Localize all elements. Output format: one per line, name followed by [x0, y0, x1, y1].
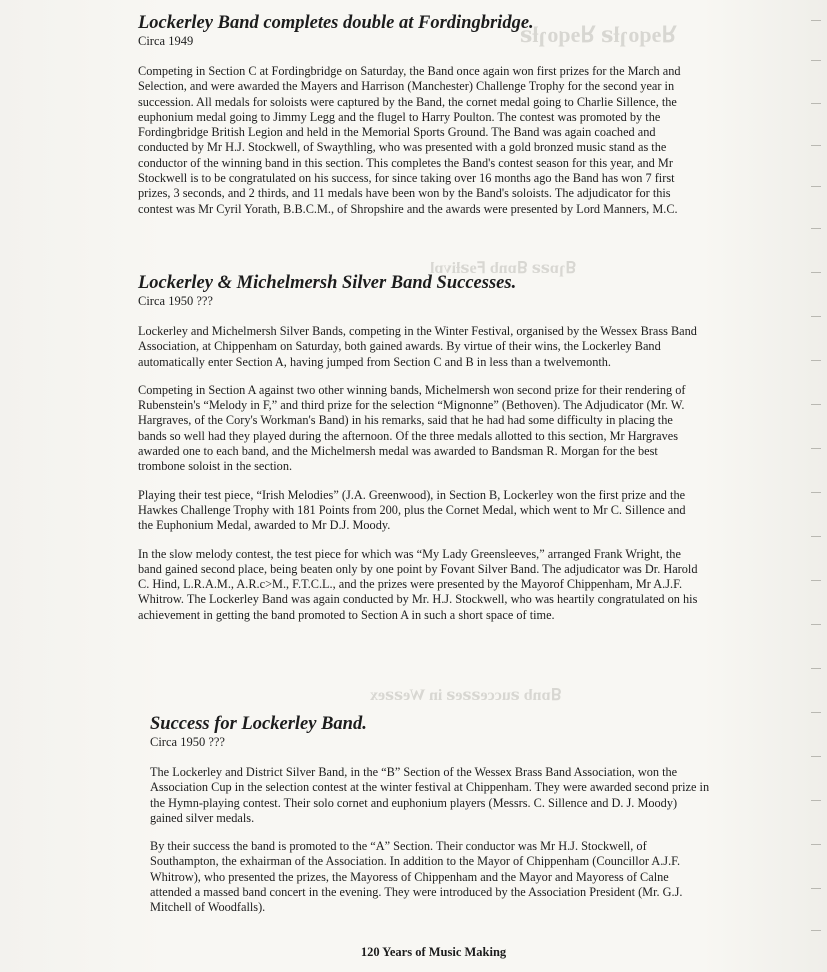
edge-tick: [811, 756, 821, 757]
article-headline: Lockerley Band completes double at Fordingbridge.: [138, 13, 534, 33]
edge-tick: [811, 20, 821, 21]
edge-tick: [811, 624, 821, 625]
edge-tick: [811, 103, 821, 104]
edge-tick: [811, 272, 821, 273]
article-fordingbridge: [138, 12, 698, 217]
edge-tick: [811, 712, 821, 713]
edge-tick: [811, 844, 821, 845]
edge-tick: [811, 404, 821, 405]
page-footer: 120 Years of Music Making: [360, 945, 507, 959]
bleed-through-text: ꓤɘqoɿƚꙅ ꓤɘqoɿƚꙅ: [520, 22, 677, 47]
article-headline: Success for Lockerley Band.: [150, 714, 367, 734]
edge-tick: [811, 145, 821, 146]
edge-tick: [811, 492, 821, 493]
article-date: Circa 1949: [138, 34, 194, 48]
edge-tick: [811, 668, 821, 669]
edge-tick: [811, 228, 821, 229]
article-paragraph: Playing their test piece, “Irish Melodies” (J.A. Greenwood), in Section B, Lockerley won the first prize and the Hawkes Challenge Trophy with 181 Points from 200, plus the Cornet Medal, which went to Mr C. Sillence and the Euphonium Medal, awarded to Mr D.J. Moody.: [138, 487, 686, 533]
edge-tick: [811, 536, 821, 537]
edge-tick: [811, 186, 821, 187]
edge-tick: [811, 888, 821, 889]
edge-tick: [811, 800, 821, 801]
article-paragraph: In the slow melody contest, the test piece for which was “My Lady Greensleeves,” arranged Frank Wright, the band gained second place, being beaten only by one point by Fovant Silver Band. The adjudicator was Dr. Harold C. Hind, L.R.A.M., A.R.c>M., F.T.C.L., and the prizes were presented by the Mayorof Chippenham, Mr A.J.F. Whitrow. The Lockerley Band was again conducted by Mr. H.J. Stockwell, who was heartily congratulated on his achievement in getting the band promoted to Section A in such a short space of time.: [138, 546, 698, 622]
bleed-through-text: ꓭɿɒꙅꙅ ꓭɒnb ꓝɘꙅƚivɒl: [430, 260, 577, 277]
article-paragraph: By their success the band is promoted to the “A” Section. Their conductor was Mr H.J. Stockwell, of Southampton, the exhairman of the Association. In addition to the Mayor of Chippenham (Councillor A.J.F. Whitrow), who presented the prizes, the Mayoress of Chippenham and the Mayor and Mayoress of Calne attended a massed band concert in the evening. They were introduced by the Association President (Mr. G.J. Mitchell of Woodfalls).: [150, 839, 683, 915]
edge-tick: [811, 448, 821, 449]
edge-tick: [811, 360, 821, 361]
article-paragraph: Lockerley and Michelmersh Silver Bands, competing in the Winter Festival, organised by the Wessex Brass Band Association, at Chippenham on Saturday, both gained awards. By virtue of their wins, the Lockerley Band automatically enter Section A, having jumped from Section C and B in less than a twelvemonth.: [138, 324, 697, 369]
article-paragraph: Competing in Section A against two other winning bands, Michelmersh won second prize for their rendering of Rubenstein's “Melody in F,” and third prize for the selection “Mignonne” (Bethoven). The Adjudicator (Mr. W. Hargraves, of the Cory's Workman's Band) in his remarks, said that he had had some difficulty in placing the bands so well had they played during the afternoon. Of the three medals allotted to this section, Mr Hargraves awarded one to each band, and the Michelmersh medal was awarded to Bandsman R. Morgan for the best trombone soloist in the section.: [138, 382, 686, 474]
article-paragraph: Competing in Section C at Fordingbridge on Saturday, the Band once again won first prizes for the March and Selection, and were awarded the Mayers and Harrison (Manchester) Challenge Trophy for the second year in succession. All medals for soloists were captured by the Band, the cornet medal going to Charlie Sillence, the euphonium medal going to Jimmy Legg and the flugel to Harry Poulton. The contest was promoted by the Fordingbridge British Legion and held in the Memorial Sports Ground. The Band was again coached and conducted by Mr H.J. Stockwell, of Swaythling, who was presented with a gold bronzed music stand as the conductor of the winning band in this section. This completes the Band's contest season for this year, and Mr Stockwell is to be congratulated on his success, for since taking over 16 months ago the Band has won 7 first prizes, 3 seconds, and 2 thirds, and 11 medals have been won by the Band's soloists. The adjudicator for this contest was Mr Cyril Yorath, B.B.C.M., of Shropshire and the awards were presented by Lord Manners, M.C.: [138, 64, 681, 216]
article-paragraph: The Lockerley and District Silver Band, in the “B” Section of the Wessex Brass Band Association, won the Association Cup in the selection contest at the winter festival at Chippenham. They were awarded second prize in the Hymn-playing contest. Their solo cornet and euphonium players (Messrs. C. Sillence and D. J. Moody) gained silver medals.: [150, 765, 710, 825]
edge-tick: [811, 316, 821, 317]
article-chippenham-successes: [138, 272, 698, 623]
article-headline: Lockerley & Michelmersh Silver Band Successes.: [138, 273, 517, 293]
edge-tick: [811, 930, 821, 931]
article-success-lockerley: [150, 713, 710, 916]
article-date: Circa 1950 ???: [150, 735, 225, 749]
article-date: Circa 1950 ???: [138, 294, 213, 308]
bleed-through-text: ꓭɒnb ꙅucceꙅꙅeꙅ in Weꙅꙅex: [370, 687, 562, 704]
edge-tick: [811, 60, 821, 61]
edge-tick: [811, 580, 821, 581]
